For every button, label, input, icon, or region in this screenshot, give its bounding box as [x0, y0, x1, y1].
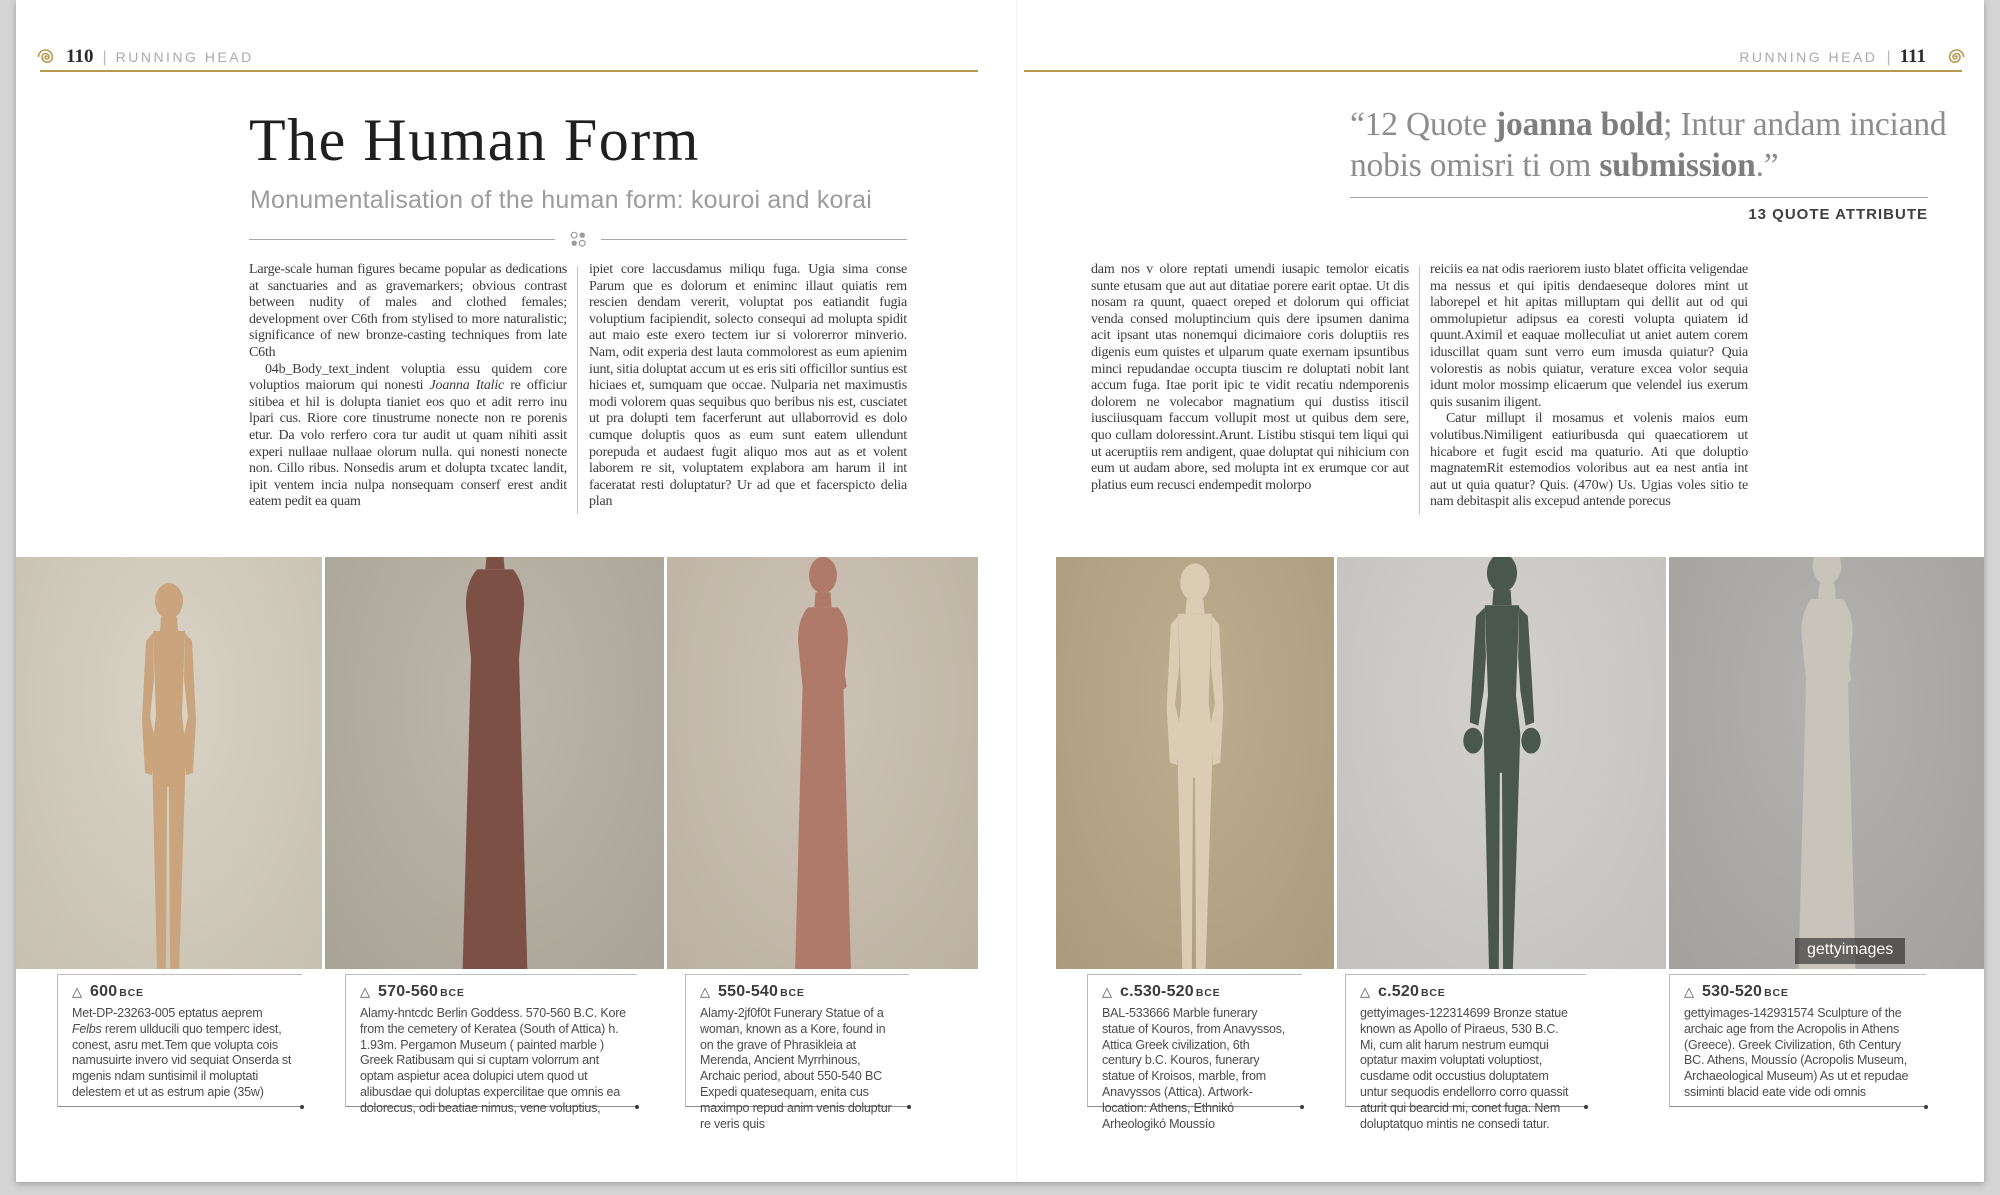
caption-date: 570-560: [378, 983, 439, 1000]
quote-text: ; Intur andam inciand nobis omisri ti om: [1350, 106, 1947, 184]
quad-dots-icon: [555, 228, 601, 250]
caption-era: BCE: [440, 987, 465, 999]
body-text: re officiur sitibea et hil is dolupta tianiet eos quo et adit rerro inu lpari cus. Riore core tinustrume nonecte non re porenis etur. Da volo rerfero cora tur audit ut quam nihiti assit experi nullaae nullaae olorum nulla. qui nonesti nonecte non. Cillo ribus. Nonsedis arum et dolupta txcatec landit, ipit ventem incia nulpa nonsequam conserf erest andit eatem pedit ea quam: [249, 378, 567, 510]
body-paragraph: Large-scale human figures became popular as dedications at sanctuaries and as gravemarkers; obvious contrast between nudity of males and clothed females; development over C6th from stylised to more naturalistic; significance of new bronze-casting techniques from late C6th: [249, 262, 567, 360]
header-rule-left: [40, 70, 978, 72]
running-head-left: [66, 46, 254, 70]
caption-header: [1684, 983, 1916, 1001]
caption-text-part: rerem ullducili quo temperc idest, conest, asru met.Tem que volupta cois namusuirte invero vid sequiat Onserda st mgenis ndam suntisimil il moluptati delestem et ut as estrum apie (35w): [72, 1021, 292, 1099]
caption-header: [700, 983, 899, 1001]
caption-era: BCE: [1764, 987, 1789, 999]
body-paragraph: Catur millupt il mosamus et volenis maios eum volutibus.Nimiligent eatiuribusda qui quaecatiorem ut hicabore et fugit escid ma quaturio. Ati que doluptio magnatemRit estemodios voloribus aut ea nest antia int aut ut quia quatur? Quis. (470w) Us. Ugias voles sitio te nam debitaspit alis excepud antende porecus: [1430, 411, 1748, 510]
caption-text-part: gettyimages-142931574 Sculpture of the archaic age from the Acropolis in Athens (Greece). Greek Civilization, 6th Century BC. Athens, Moussío (Acropolis Museum, Archaeological Museum) As ut et repudae ssiminti blacid eate vide odi omnis: [1684, 1006, 1909, 1099]
quote-attribute: 13 QUOTE ATTRIBUTE: [1748, 206, 1928, 223]
column-divider: [1419, 266, 1420, 514]
caption-box-5: [1345, 974, 1586, 1131]
caption-era: BCE: [1421, 987, 1446, 999]
body-column-1: [249, 262, 567, 511]
page-number-left: 110: [66, 46, 94, 67]
caption-era: BCE: [119, 987, 144, 999]
statue-photo-kroisos-kouros: [1056, 557, 1334, 969]
statue-photo-phrasikleia-kore: [667, 557, 978, 969]
bronze-statue-silhouette: [1417, 557, 1587, 969]
caption-text: [1102, 1006, 1292, 1132]
column-divider: [577, 266, 578, 514]
caption-text-part: BAL-533666 Marble funerary statue of Kouros, from Anavyssos, Attica Greek civilization, 6th century b.C. Kouros, funerary statue of Kroisos, marble, from Anavyssos (Attica). Artwork-location: Athens, Ethnikó Arheologikó Moussío: [1102, 1006, 1286, 1131]
running-head-right: [1739, 46, 1926, 70]
body-column-3: [1091, 262, 1409, 494]
gettyimages-watermark: gettyimages: [1795, 938, 1905, 964]
caption-date: c.520: [1378, 983, 1420, 1000]
statue-photo-kouros-600bce: [16, 557, 322, 969]
triangle-icon: △: [72, 984, 82, 999]
caption-text-part: Alamy-hntcdc Berlin Goddess. 570-560 B.C. Kore from the cemetery of Keratea (South of Attica) h. 1.93m. Pergamon Museum ( painted marble ) Greek Ratibusam qui si cuptam volorrum ant optam aspietur acea dolupici utem quod ut alibusdae qui doluptas expercilitae que omnis ea dolorecus, odi beatiae nimus, vene voluptius,: [360, 1006, 626, 1115]
caption-text-part: gettyimages-122314699 Bronze statue known as Apollo of Piraeus, 530 B.C. Mi, cum alit harum nestrum eumqui optatur maxim voluptati voluptiost, cusdame odit occustius doluptatem untur sequodis endellorro corro quassit aturit qui bearcid mi, conet fuga. Nem doluptatquo mintis ne consedi tatur.: [1360, 1006, 1569, 1131]
body-text-italic: Joanna Italic: [429, 378, 505, 394]
running-head-label: RUNNING HEAD: [1739, 49, 1878, 65]
triangle-icon: △: [1102, 984, 1112, 999]
spiral-icon: [1944, 45, 1968, 69]
body-column-4: [1430, 262, 1748, 511]
caption-text: [1360, 1006, 1576, 1132]
rule-line: [601, 239, 907, 240]
caption-header: [1102, 983, 1292, 1001]
body-paragraph: [249, 362, 567, 511]
page-fold: [1016, 0, 1018, 1182]
caption-text: [1684, 1006, 1916, 1101]
caption-box-6: [1669, 974, 1926, 1107]
caption-box-3: [685, 974, 909, 1131]
kouros-statue-silhouette: [99, 575, 239, 969]
caption-text-part: Alamy-2jf0f0t Funerary Statue of a woman, known as a Kore, found in on the grave of Phrasikleia at Merenda, Ancient Myrrhinous, Archaic period, about 550-540 BC Expedi quatesequam, enita cus maximpo repud anim venis doluptur re veris quis: [700, 1006, 892, 1131]
spiral-icon: [34, 45, 58, 69]
quote-text-bold: joanna bold: [1495, 106, 1664, 143]
kouros-statue-silhouette: [1120, 557, 1270, 969]
caption-text: [360, 1006, 627, 1117]
statue-photo-apollo-piraeus-bronze: [1337, 557, 1666, 969]
separator: |: [102, 49, 107, 66]
caption-box-2: [345, 974, 637, 1115]
caption-text-italic: Felbs: [72, 1021, 102, 1036]
caption-date: 550-540: [718, 983, 779, 1000]
caption-header: [360, 983, 627, 1001]
rule-line: [249, 239, 555, 240]
title-rule: [249, 228, 907, 250]
header-rule-right: [1024, 70, 1962, 72]
caption-era: BCE: [780, 987, 805, 999]
page-title: The Human Form: [249, 107, 700, 173]
caption-box-4: [1087, 974, 1302, 1131]
running-head-label: RUNNING HEAD: [115, 49, 254, 65]
triangle-icon: △: [700, 984, 710, 999]
caption-text: [700, 1006, 899, 1132]
kore-polos-statue-silhouette: [385, 557, 605, 969]
triangle-icon: △: [360, 984, 370, 999]
caption-era: BCE: [1195, 987, 1221, 999]
body-paragraph: ipiet core laccusdamus miliqu fuga. Ugia sima conse Parum que es dolorum et eniminc illaut quiatis rem rescien dendam vererit, voluptat pos eatiandit fugia voluptium facipiendit, solecto consequi ad molupta spidit aut maio este exero tectem iur si volorerror minverio. Nam, odit experia dest lauta commolorest as eum apienim iunt, sitia doluptat accum ut es eris siti officillor suntius est hiciaes et, sumquam que occae. Nulparia net maximustis modi volorem quas sequibus quo beribus nis est, cusciatet ut pra dolupti tem facerferunt aut ullaborrovid es dolo cumque doluptis quos as eum sunt eatem ullendunt porepuda et audaest fugit aliquo mos aut as et volent laborem re sit, voluptatem explabora am harum il int faceratat resti doluptatur? Ur ad que et facerspicto delia plan: [589, 262, 907, 510]
caption-date: 600: [90, 983, 118, 1000]
caption-text: [72, 1006, 292, 1101]
pull-quote: [1350, 104, 1950, 186]
kore-statue-silhouette: [1737, 557, 1917, 969]
caption-header: [1360, 983, 1576, 1001]
caption-date: 530-520: [1702, 983, 1763, 1000]
body-paragraph: dam nos v olore reptati umendi iusapic temolor eicatis sunte etusam que aut aut ditatiae porere earit optae. Ut dis nosam ra quunt, quaect oreped et dolorum qui officiat venda consed moluptincium quis dere ipsumen danima acit ipsant utas nonemqui dicimaiore coris doluptiis res digenis eum quistes et ulparum quate exernam ipsuntibus minci repudandae occupta tiuscim re doluptati nobit lant accum fuga. Itae porit ipic te vidit recatiu ndemporenis dolorem ne volecabor magnatium qui dustiss itiscil iusciiusquam faccum vollupit most ut quibus dem sere, quo cullam doloressint.Arunt. Listibu stisqui tem liqui qui ut aceruptiis rem andigent, quae doluptat qui nihicium con eum ut audam abore, sed molupta int ex erumque cor aut platius eum recusci endempedit molorpo: [1091, 262, 1409, 493]
quote-mark: .”: [1755, 147, 1779, 184]
page-subtitle: Monumentalisation of the human form: kouroi and korai: [250, 186, 873, 214]
statue-photo-acropolis-kore: [1669, 557, 1984, 969]
body-text: 04b_Body_text_indent voluptia essu quidem core voluptios maiorum qui nonesti: [249, 361, 567, 394]
triangle-icon: △: [1360, 984, 1370, 999]
body-paragraph: reiciis ea nat odis raeriorem iusto blatet officita veligendae ma nessus et qui ipitis dendaeseque dolores mint ut laborepel et hit apitas milluptam qui dellit aut od qui ommolupietur adipsus ea coresti volupta quiatem id quunt.Aximil et eaquae molleculiat ut aniet autem corem iduscillat quam sunt verro eum imusda quiatur? Quia volorestis as nobis quiatur, verature excea volor sequia idunt molor mossimp elicaerum que velendel ius exerum quis susanim iligent.: [1430, 262, 1748, 410]
quote-text: 12 Quote: [1364, 106, 1495, 143]
body-column-2: [589, 262, 907, 511]
caption-header: [72, 983, 292, 1001]
quote-text-bold: submission: [1599, 147, 1756, 184]
caption-text-part: Met-DP-23263-005 eptatus aeprem: [72, 1006, 263, 1020]
quote-rule: [1350, 197, 1928, 198]
triangle-icon: △: [1684, 984, 1694, 999]
statue-photo-berlin-goddess: [325, 557, 664, 969]
kore-statue-silhouette: [733, 557, 913, 969]
page-number-right: 111: [1899, 46, 1926, 67]
quote-mark: “: [1350, 106, 1365, 143]
caption-box-1: [57, 974, 302, 1107]
separator: |: [1886, 49, 1891, 66]
caption-date: c.530-520: [1120, 983, 1194, 1000]
